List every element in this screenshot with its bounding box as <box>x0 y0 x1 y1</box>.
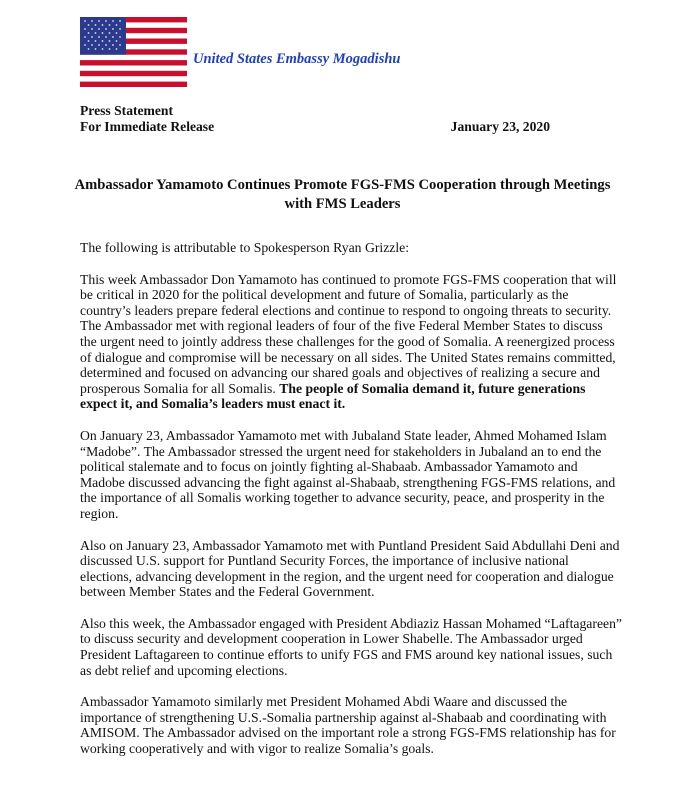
paragraph-3: Also on January 23, Ambassador Yamamoto met with Puntland President Said Abdullahi Deni and discussed U.S. support for Puntland Security Forces, the importance of inclusive national elections, advancing development in the region, and the urgent need for cooperation and dialogue between Member States and the Federal Government. <box>80 537 620 600</box>
release-row <box>80 119 550 135</box>
embassy-name: United States Embassy Mogadishu <box>193 51 401 67</box>
paragraph-2: On January 23, Ambassador Yamamoto met with Jubaland State leader, Ahmed Mohamed Islam “Madobe”. The Ambassador stressed the urgent need for stakeholders in Jubaland an to end the political stalemate and to focus on jointly fighting al-Shabaab. Ambassador Yamamoto and Madobe discussed advancing the fight against al-Shabaab, strengthening FGS-FMS relations, and the importance of all Somalis working together to advance security, peace, and prosperity in the region. <box>80 427 616 521</box>
us-flag-icon <box>80 17 187 87</box>
attribution: The following is attributable to Spokesperson Ryan Grizzle: <box>80 240 410 255</box>
headline: Ambassador Yamamoto Continues Promote FGS-FMS Cooperation through Meetings with FMS Leaders <box>74 177 611 212</box>
paragraph-1-emphasis: The people of Somalia demand it, future generations expect it, and Somalia’s leaders must enact it. <box>80 380 586 412</box>
statement-body <box>80 240 622 773</box>
release-date: January 23, 2020 <box>450 119 550 134</box>
paragraph-1-text: This week Ambassador Don Yamamoto has continued to promote FGS-FMS cooperation that will be critical in 2020 for the political development and future of Somalia, particularly as the country’s leaders prepare federal elections and continue to respond to ongoing threats to security. The Ambassador met with regional leaders of four of the five Federal Member States to discuss the urgent need to jointly address these challenges for the good of Somalia. A reenergized process of dialogue and compromise will be necessary on all sides. The United States remains committed, determined and focused on advancing our shared goals and objectives of realizing a secure and prosperous Somalia for all Somalis. <box>80 271 617 396</box>
press-meta <box>80 103 550 135</box>
paragraph-1 <box>80 272 622 412</box>
paragraph-4: Also this week, the Ambassador engaged with President Abdiaziz Hassan Mohamed “Laftagareen” to discuss security and development cooperation in Lower Shabelle. The Ambassador urged President Laftagareen to continue efforts to unify FGS and FMS around key national issues, such as debt relief and upcoming elections. <box>80 615 623 678</box>
statement-type: Press Statement <box>80 103 173 118</box>
paragraph-5: Ambassador Yamamoto similarly met President Mohamed Abdi Waare and discussed the importance of strengthening U.S.-Somalia partnership against al-Shabaab and coordinating with AMISOM. The Ambassador advised on the important role a strong FGS-FMS relationship has for working cooperatively and with vigor to realize Somalia’s goals. <box>80 694 616 757</box>
release-label: For Immediate Release <box>80 119 215 134</box>
